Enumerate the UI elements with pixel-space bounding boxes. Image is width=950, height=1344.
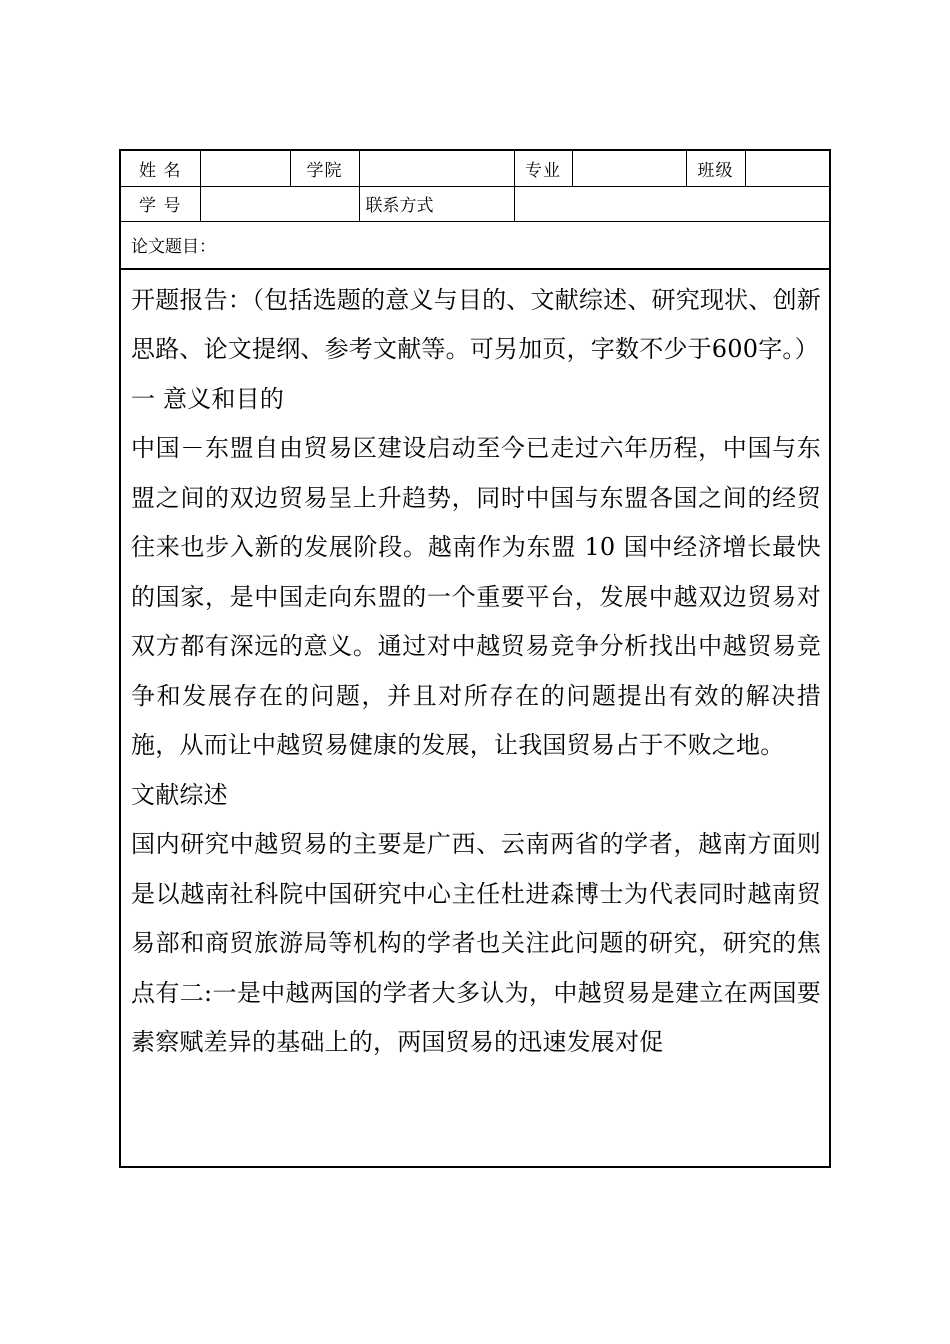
name-field[interactable] [200,151,290,186]
section1-body: 中国－东盟自由贸易区建设启动至今已走过六年历程，中国与东盟之间的双边贸易呈上升趋势，同时中国与东盟各国之间的经贸往来也步入新的发展阶段。越南作为东盟 10 国中经济增长最快的国家，是中国走向东盟的一个重要平台，发展中越双边贸易对双方都有深远的意义。通过对中越贸易竞争分析找出中越贸易竞争和发展存在的问题，并且对所存在的问题提出有效的解决措施，从而让中越贸易健康的发展，让我国贸易占于不败之地。 [131,434,821,759]
college-label: 学院 [290,151,359,186]
student-id-field[interactable] [200,186,359,221]
major-field[interactable] [572,151,686,186]
proposal-form [119,149,831,1168]
class-field[interactable] [745,151,831,186]
info-row-1 [121,151,831,186]
class-label: 班级 [686,151,745,186]
name-label: 姓 名 [121,151,200,186]
section2-heading: 文献综述 [131,780,228,809]
student-id-label: 学 号 [121,186,200,221]
thesis-title-row[interactable] [121,222,829,270]
report-body [121,270,829,1068]
section1-heading: 一 意义和目的 [131,384,285,413]
report-intro: 开题报告：（包括选题的意义与目的、文献综述、研究现状、创新思路、论文提纲、参考文献等。可另加页，字数不少于600字。） [131,285,821,363]
contact-field[interactable] [514,186,831,221]
section2-body: 国内研究中越贸易的主要是广西、云南两省的学者，越南方面则是以越南社科院中国研究中心主任杜进森博士为代表同时越南贸易部和商贸旅游局等机构的学者也关注此问题的研究，研究的焦点有二:一是中越两国的学者大多认为，中越贸易是建立在两国要素察赋差异的基础上的，两国贸易的迅速发展对促 [131,830,821,1056]
contact-label: 联系方式 [359,186,514,221]
info-row-2 [121,186,831,221]
major-label: 专业 [514,151,572,186]
thesis-title-label: 论文题目： [131,237,216,257]
student-info-table [121,151,831,222]
college-field[interactable] [359,151,514,186]
